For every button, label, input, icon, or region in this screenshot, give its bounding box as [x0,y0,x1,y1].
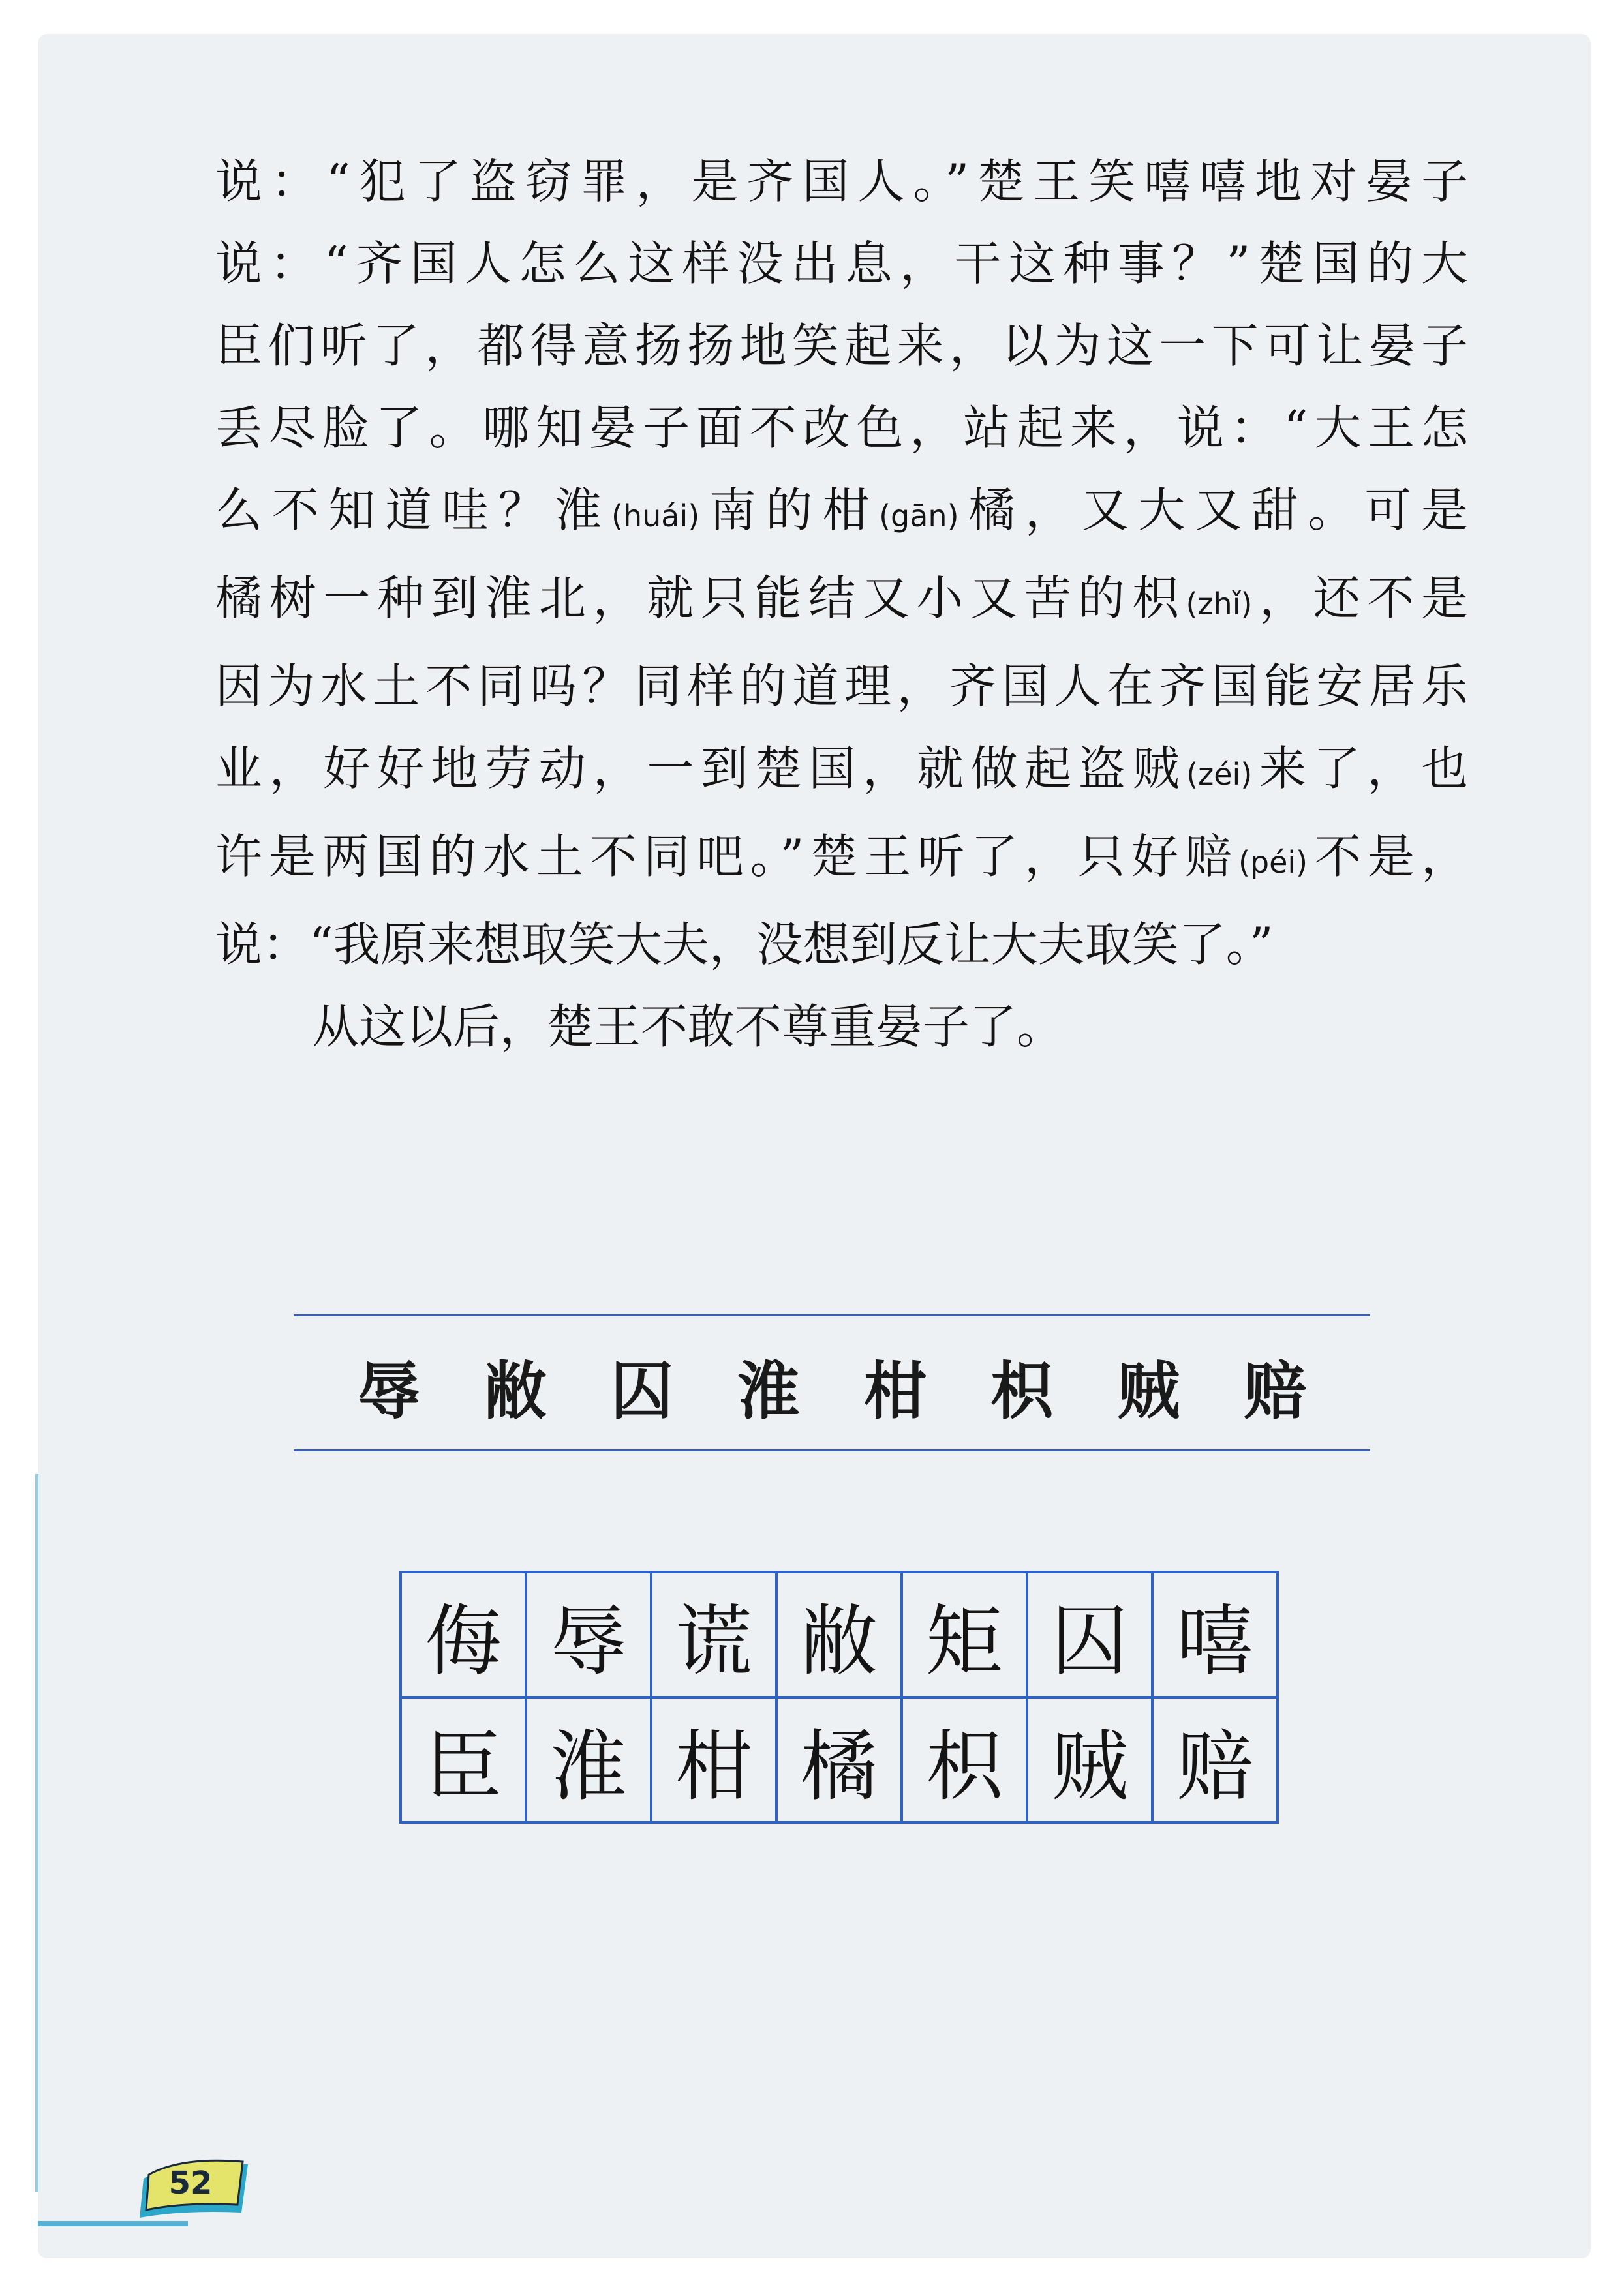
write-char-cell: 贼 [1027,1697,1152,1822]
write-char-cell: 臣 [401,1697,526,1822]
recognize-char: 淮 [737,1354,800,1428]
write-char-cell: 侮 [401,1572,526,1697]
write-char-cell: 淮 [526,1697,651,1822]
story-line [215,557,1468,645]
story-fragment: 来了，也 [1252,741,1468,796]
story-line [215,469,1468,557]
write-char-cell: 谎 [651,1572,776,1697]
pinyin-annotation: (zéi) [1186,757,1253,792]
pinyin-annotation: (gān) [879,498,959,534]
story-fragment: 不是， [1308,829,1468,884]
story-fragment: 南的柑 [699,483,880,537]
recognize-chars-band [294,1331,1370,1442]
story-line: 臣们听了，都得意扬扬地笑起来，以为这一下可让晏子 [215,318,1468,373]
story-line: 说：“齐国人怎么这样没出息，干这种事？”楚国的大 [215,236,1468,291]
write-char-cell: 柑 [651,1697,776,1822]
recognize-char: 辱 [358,1354,420,1428]
recognize-chars-bottom-rule [294,1449,1370,1451]
recognize-char: 赔 [1244,1354,1306,1428]
story-fragment: 橘，又大又甜。可是 [958,483,1468,537]
page-edge-shadow [35,1474,38,2192]
story-closing-paragraph: 从这以后，楚王不敢不尊重晏子了。 [312,999,1064,1054]
story-line: 丢尽脸了。哪知晏子面不改色，站起来，说：“大王怎 [215,400,1468,455]
grid-row [401,1697,1278,1822]
recognize-char: 贼 [1117,1354,1180,1428]
recognize-char: 囚 [611,1354,673,1428]
story-fragment: 业，好好地劳动，一到楚国，就做起盗贼 [215,741,1187,796]
story-fragment: 橘树一种到淮北，就只能结又小又苦的枳 [215,571,1186,626]
write-char-cell: 枳 [902,1697,1027,1822]
story-fragment: ，还不是 [1252,571,1468,626]
recognize-char: 枳 [990,1354,1053,1428]
writing-char-grid [399,1571,1279,1824]
pinyin-annotation: (zhǐ) [1186,586,1253,622]
story-line: 说：“犯了盗窃罪，是齐国人。”楚王笑嘻嘻地对晏子 [215,154,1468,209]
grid-row [401,1572,1278,1697]
recognize-char: 敝 [484,1354,547,1428]
write-char-cell: 嘻 [1152,1572,1278,1697]
story-line: 因为水土不同吗？同样的道理，齐国人在齐国能安居乐 [215,659,1468,714]
story-fragment: 许是两国的水土不同吧。”楚王听了，只好赔 [215,829,1238,884]
write-char-cell: 敝 [776,1572,902,1697]
write-char-cell: 赔 [1152,1697,1278,1822]
write-char-cell: 囚 [1027,1572,1152,1697]
story-fragment: 么不知道哇？淮 [215,483,612,537]
recognize-chars-top-rule [294,1314,1370,1316]
story-text [215,140,1468,1068]
write-char-cell: 矩 [902,1572,1027,1697]
pinyin-annotation: (péi) [1238,845,1308,880]
recognize-char: 柑 [864,1354,927,1428]
write-char-cell: 辱 [526,1572,651,1697]
write-char-cell: 橘 [776,1697,902,1822]
story-line [215,727,1468,815]
story-line [215,815,1468,903]
bottom-stripe [38,2221,188,2226]
page-number: 52 [168,2165,213,2201]
story-line: 说：“我原来想取笑大夫，没想到反让大夫取笑了。” [215,917,1274,972]
pinyin-annotation: (huái) [611,498,700,534]
